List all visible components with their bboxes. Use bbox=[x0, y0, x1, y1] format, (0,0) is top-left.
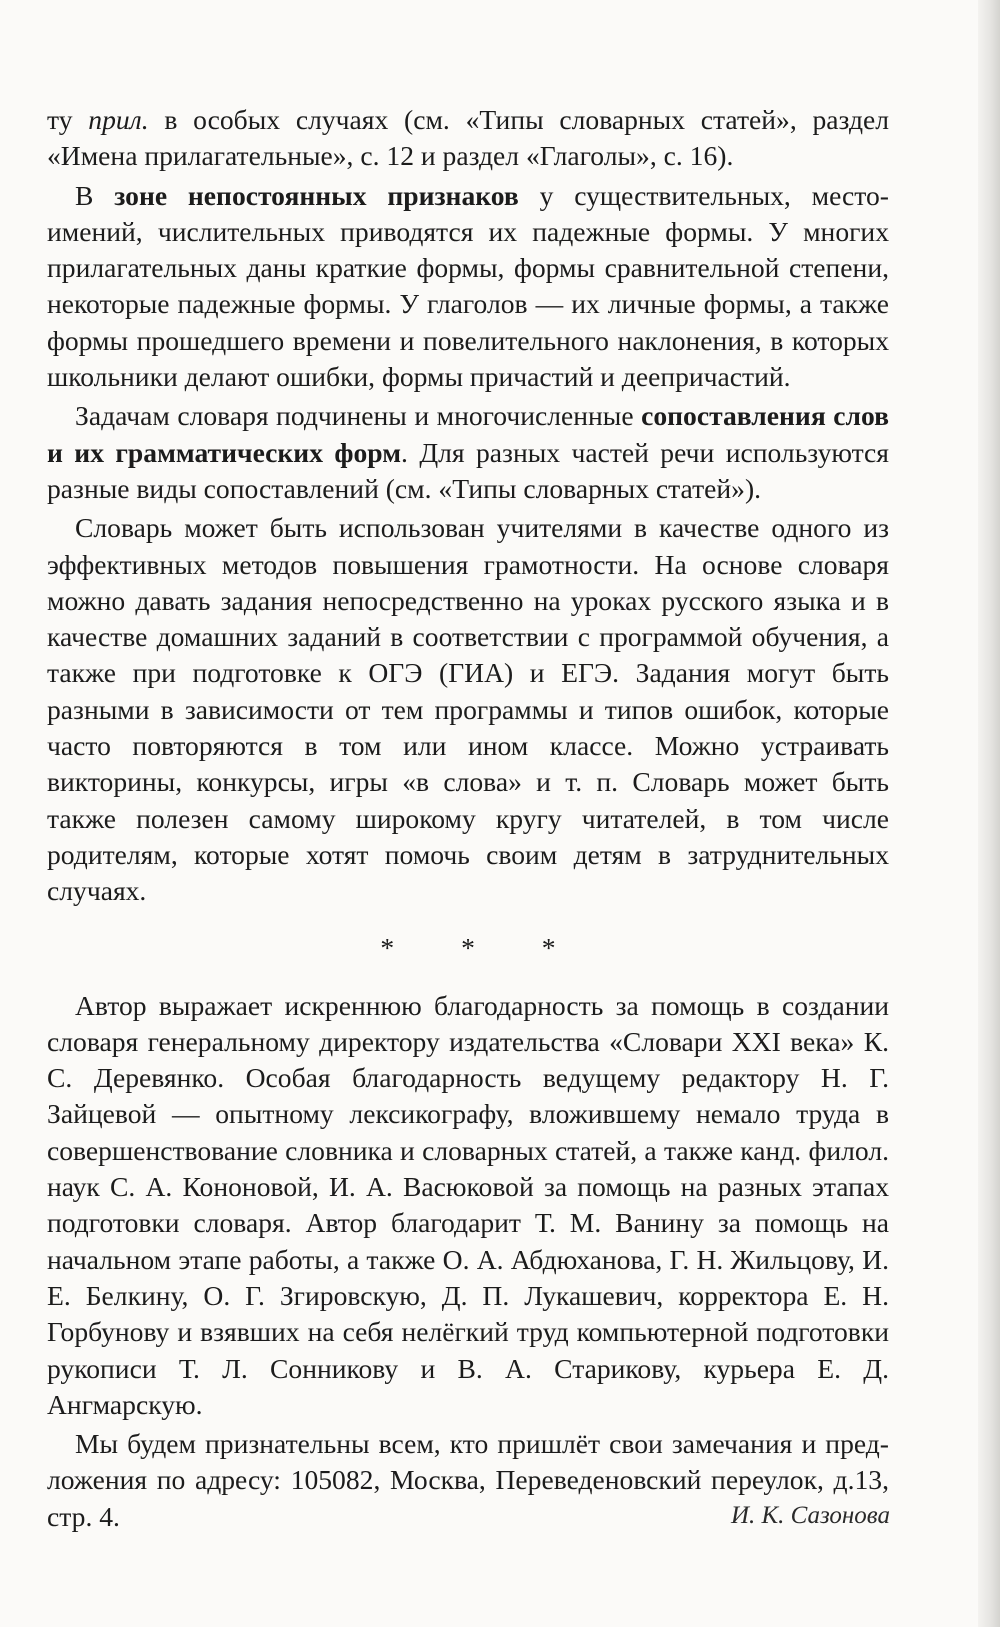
section-separator: * * * bbox=[380, 931, 586, 963]
paragraph-acknowledgements: Автор выражает искреннюю благодарность за помощь в создании словаря генеральному директору издательства «Словари XXI века» К. С. Деревянко. Особая благодарность ведущему редактору Н. Г. Зайцевой — опытному лексикографу, вложившему немало труда в совершенствование словника и словарных статей, а также канд. филол. наук С. А. Кононовой, И. А. Васюковой за помощь на разных этапах подготовки словаря. Автор благодарит Т. М. Ванину за помощь на начальном этапе работы, а также О. А. Абдюханова, Г. Н. Жильцову, И. Е. Белкину, О. Г. Згировскую, Д. П. Лукашевич, корректора Е. Н. Горбунову и взявших на себя нелёгкий труд компьютерной подготовки рукописи Т. Л. Сонникову и В. А. Старикову, курьера Е. Д. Ангмарскую. bbox=[47, 989, 889, 1420]
bold-term: сопоставления слов и их грамматических форм bbox=[47, 400, 889, 468]
paragraph-contact: Мы будем признательны всем, кто пришлёт свои замечания и предложения по адресу: 105082, Москва, Переведеновский переулок, д.13, стр. 4. bbox=[47, 1428, 889, 1532]
text-run: . Для разных частей речи используются разные виды сопоставлений (см. «Типы словарных статей»). bbox=[47, 436, 889, 504]
page-body bbox=[47, 102, 889, 1538]
text-run: в особых случаях (см. «Типы словарных статей», раздел «Имена прилагательные», с. 12 и раздел «Глаголы», с. 16). bbox=[47, 104, 889, 172]
paragraph-comparisons bbox=[47, 398, 889, 507]
text-run: В bbox=[75, 179, 115, 211]
text-run: Задачам словаря подчинены и многочисленные bbox=[75, 400, 642, 432]
bold-term: зоне непостоянных признаков bbox=[114, 179, 519, 211]
paragraph-continuation bbox=[47, 102, 889, 175]
paragraph-variable-features bbox=[47, 178, 889, 396]
author-signature: И. К. Сазонова bbox=[730, 1502, 890, 1529]
text-run: у существительных, местоимений, числительных приводятся их падежные формы. У многих прилагательных даны краткие формы, формы сравнительной степени, некоторые падежные формы. У глаголов — их личные формы, а также формы прошедшего времени и повелительного наклонения, в которых школьники делают ошибки, формы причастий и деепричастий. bbox=[47, 179, 889, 393]
italic-abbreviation: прил. bbox=[88, 104, 149, 135]
text-run: ту bbox=[47, 104, 89, 135]
paragraph-usage: Словарь может быть использован учителями в качестве одного из эффективных методов повышения грамотности. На основе словаря можно давать задания непосредственно на уроках русского языка и в качестве домашних заданий в соответствии с программой обучения, а также при подготовке к ОГЭ (ГИА) и ЕГЭ. Задания могут быть разными в зависимости от тем программы и типов ошибок, которые часто повторяются в том или ином классе. Можно устраивать викторины, конкурсы, игры «в слова» и т. п. Словарь может быть также полезен самому широкому кругу читателей, в том числе родителям, которые хотят помочь своим детям в затруднительных случаях. bbox=[47, 512, 889, 907]
page-edge-shadow bbox=[978, 0, 1000, 1627]
